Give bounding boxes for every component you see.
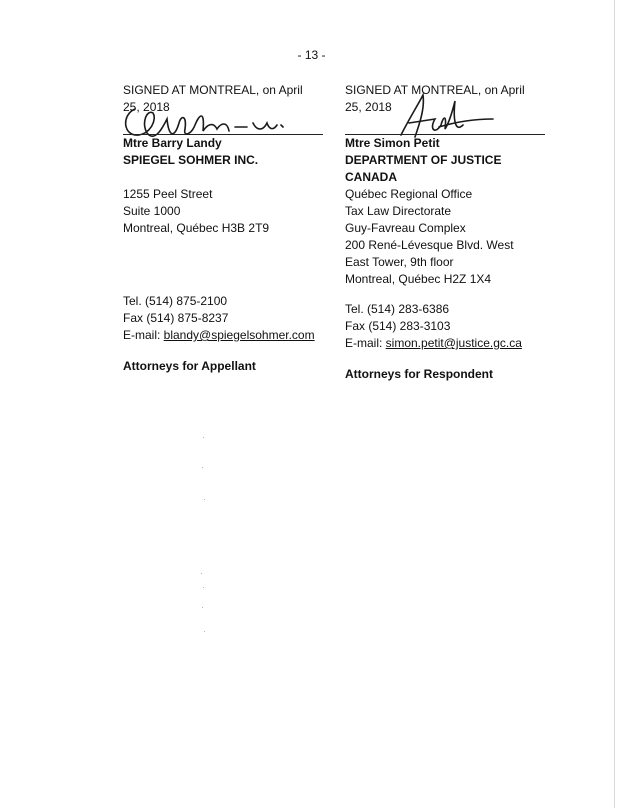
address-line: 1255 Peel Street — [123, 187, 213, 201]
attorney-role: Attorneys for Respondent — [345, 367, 494, 381]
address-line: 200 René-Lévesque Blvd. West — [345, 238, 514, 252]
firm-name: SPIEGEL SOHMER INC. — [123, 153, 259, 167]
appellant-signature-block — [123, 82, 323, 375]
email-line — [345, 335, 545, 352]
scan-edge — [614, 0, 615, 808]
address-line: Suite 1000 — [123, 204, 181, 218]
signature-area — [345, 99, 545, 135]
email-label: E-mail: — [345, 336, 386, 350]
attorney-role: Attorneys for Appellant — [123, 359, 256, 373]
email-link[interactable]: simon.petit@justice.gc.ca — [385, 336, 522, 350]
scan-speck: · — [202, 432, 205, 442]
handwritten-signature — [117, 79, 307, 149]
organization-name: DEPARTMENT OF JUSTICE — [345, 153, 502, 167]
signed-line-1: SIGNED AT MONTREAL, on April — [123, 83, 303, 97]
address-line: Montreal, Québec H3B 2T9 — [123, 221, 270, 235]
signed-line-2: 25, 2018 — [345, 100, 392, 114]
signature-line — [123, 134, 323, 135]
signed-line-2: 25, 2018 — [123, 100, 170, 114]
telephone: Tel. (514) 283-6386 — [345, 302, 450, 316]
address-line: Guy-Favreau Complex — [345, 221, 466, 235]
handwritten-signature — [339, 79, 529, 149]
address-line: Québec Regional Office — [345, 187, 473, 201]
email-label: E-mail: — [123, 328, 164, 342]
fax: Fax (514) 283-3103 — [345, 319, 451, 333]
respondent-signature-block — [345, 82, 545, 383]
scan-speck: · — [203, 626, 206, 636]
signature-area — [123, 99, 323, 135]
attorney-name: Mtre Barry Landy — [123, 136, 222, 150]
scan-speck: · — [203, 494, 206, 504]
scan-speck: · — [200, 568, 203, 578]
address-line: Montreal, Québec H2Z 1X4 — [345, 272, 492, 286]
signature-line — [345, 134, 545, 135]
scan-speck: · — [201, 462, 204, 472]
email-line — [123, 327, 323, 344]
signed-line-1: SIGNED AT MONTREAL, on April — [345, 83, 525, 97]
page-number: - 13 - — [297, 48, 326, 62]
fax: Fax (514) 875-8237 — [123, 311, 229, 325]
attorney-name: Mtre Simon Petit — [345, 136, 440, 150]
address-line: Tax Law Directorate — [345, 204, 452, 218]
address-line: East Tower, 9th floor — [345, 255, 454, 269]
scan-speck: · — [202, 582, 205, 592]
scan-speck: · — [201, 602, 204, 612]
telephone: Tel. (514) 875-2100 — [123, 294, 228, 308]
organization-name: CANADA — [345, 170, 397, 184]
email-link[interactable]: blandy@spiegelsohmer.com — [163, 328, 315, 342]
